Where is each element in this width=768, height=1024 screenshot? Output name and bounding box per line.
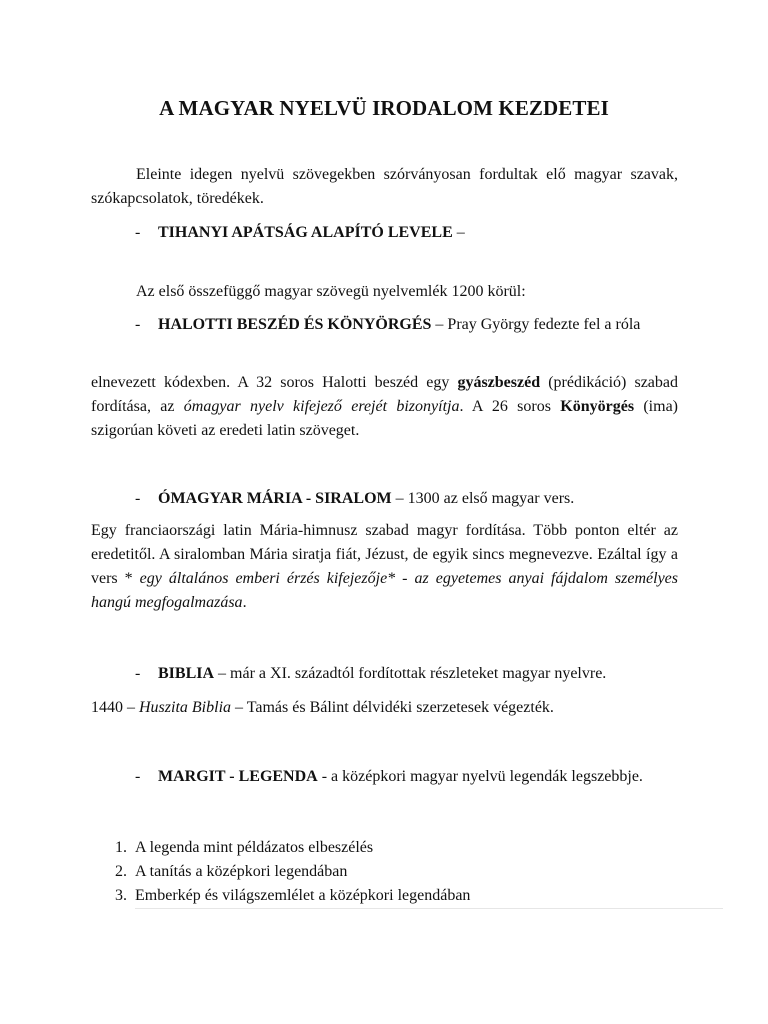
text-run: 1440 – [91,699,139,716]
bullet-halotti [135,313,678,337]
numbered-list [115,836,715,908]
bullet-halotti-rest: – Pray György fedezte fel a róla [431,316,641,333]
list-number: 2. [115,863,127,880]
document-title: A MAGYAR NYELVÜ IRODALOM KEZDETEI [159,96,609,120]
list-number: 1. [115,839,127,856]
text-run: Egy franciaországi latin Mária-himnusz szabad magyr fordítása. Több ponton eltér az eredetitől. A siralomban Mária siratja fiát, Jézust, de egyik sincs megnevezve. Ezáltal így a vers * [91,522,678,587]
bullet-dash: - [135,665,141,682]
bullet-maria-rest: – 1300 az első magyar vers. [391,490,575,507]
heading-margit-legenda: MARGIT - LEGENDA [158,768,318,785]
paragraph-halotti [91,371,678,443]
bullet-dash: - [135,224,141,241]
bullet-tihanyi [135,221,678,245]
bold-gyaszbeszed: gyászbeszéd [457,374,541,391]
paragraph-elso-nyelvemlek: Az első összefüggő magyar szövegü nyelvemlék 1200 körül: [136,283,526,300]
bullet-dash: - [135,316,141,333]
heading-halotti: HALOTTI BESZÉD ÉS KÖNYÖRGÉS [158,316,432,333]
text-run: (prédikáció) szabad fordítása, az [91,374,678,415]
list-item-text: Emberkép és világszemlélet a középkori legendában [135,887,471,904]
paragraph-huszita [91,696,678,720]
text-run: . A 26 soros [459,398,561,415]
heading-tihanyi: TIHANYI APÁTSÁG ALAPÍTÓ LEVELE [158,224,453,241]
paragraph-maria [91,519,678,615]
list-item-text: A tanítás a középkori legendában [135,863,348,880]
intro-paragraph: Eleinte idegen nyelvü szövegekben szórványosan fordultak elő magyar szavak, szókapcsolatok, töredékek. [91,166,678,207]
list-item-text: A legenda mint példázatos elbeszélés [135,839,374,856]
text-run: (ima) szigorúan követi az eredeti latin szöveget. [91,398,679,439]
italic-altalanos-erzes: egy általános emberi érzés kifejezője* - az egyetemes anyai fájdalom személyes hangú megfogalmazása [91,570,679,611]
list-item [115,836,715,860]
italic-huszita-biblia: Huszita Biblia [139,699,232,716]
heading-maria-siralom: ÓMAGYAR MÁRIA - SIRALOM [158,490,392,507]
bold-konyorges: Könyörgés [560,398,635,415]
bullet-margit-legenda [135,765,678,789]
bullet-biblia-rest: – már a XI. századtól fordítottak részleteket magyar nyelvre. [214,665,607,682]
italic-omagyar-nyelv: ómagyar nyelv kifejező erejét bizonyítja [183,398,460,415]
divider-line [135,908,723,909]
heading-biblia: BIBLIA [158,665,215,682]
bullet-dash: - [135,768,141,785]
bullet-maria-siralom [135,487,678,511]
list-number: 3. [115,887,127,904]
list-item [115,860,715,884]
bullet-biblia [135,662,678,686]
bullet-tihanyi-rest: – [452,224,465,241]
list-item [115,884,715,908]
bullet-dash: - [135,490,141,507]
text-run: . [242,594,247,611]
text-run: – Tamás és Bálint délvidéki szerzetesek végezték. [231,699,554,716]
text-run: elnevezett kódexben. A 32 soros Halotti beszéd egy [91,374,458,391]
bullet-margit-rest: - a középkori magyar nyelvü legendák legszebbje. [317,768,643,785]
